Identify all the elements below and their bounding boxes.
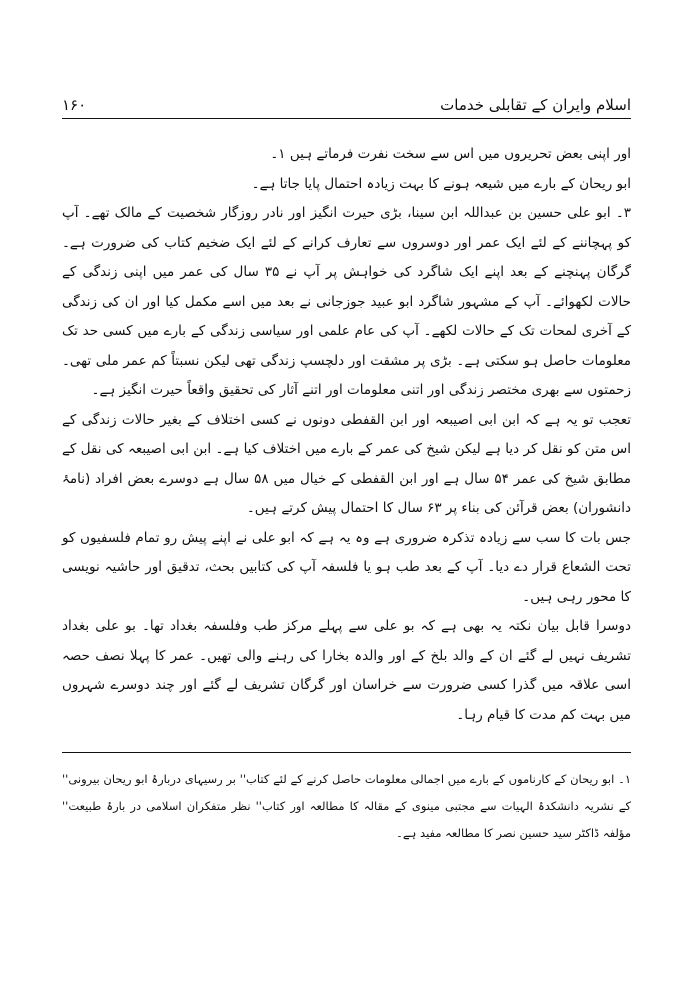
- paragraph: جس بات کا سب سے زیادہ تذکرہ ضروری ہے وہ یہ ہے کہ ابو علی نے اپنے پیش رو تمام فلسفیوں کو تحت الشعاع قرار دے دیا۔ آپ کے بعد طب ہو یا فلسفہ آپ کی کتابیں بحث، تدقیق اور حاشیہ نویسی کا محور رہی ہیں۔: [62, 529, 631, 605]
- paragraph: دوسرا قابل بیان نکتہ یہ بھی ہے کہ بو علی سے پہلے مرکز طب وفلسفہ بغداد تھا۔ بو علی بغداد تشریف نہیں لے گئے ان کے والد بلخ کے اور والدہ بخارا کی رہنے والی تھیں۔ عمر کا پہلا نصف حصہ اسی علاقہ میں گذرا کسی ضرورت سے خراسان اور گرگان تشریف لے گئے اور چند دوسرے شہروں میں بہت کم مدت کا قیام رہا۔: [62, 618, 631, 723]
- paragraph: ۳۔ ابو علی حسین بن عبداللہ ابن سینا، بڑی حیرت انگیز اور نادر روزگار شخصیت کے مالک تھے۔ آپ کو پہچاننے کے لئے ایک عمر اور دوسروں سے تعارف کرانے کے لئے ایک ضخیم کتاب کی ضرورت ہے۔ گرگان پہنچنے کے بعد اپنے ایک شاگرد کی خواہش پر آپ نے ۳۵ سال کی عمر میں اپنی زندگی کے حالات لکھوائے۔ آپ کے مشہور شاگرد ابو عبید جوزجانی نے بعد میں اسے مکمل کیا اور ان کی زندگی کے آخری لمحات تک کے حالات لکھے۔ آپ کی عام علمی اور سیاسی زندگی کے بارے میں کسی حد تک معلومات حاصل ہو سکتی ہے۔ بڑی پر مشقت اور دلچسپ زندگی تھی لیکن نسبتاً کم عمر ملی تھی۔ زحمتوں سے بھری مختصر زندگی اور اتنی معلومات اور اتنے آثار کی تحقیق واقعاً حیرت انگیز ہے۔: [62, 205, 631, 398]
- running-title: اسلام وایران کے تقابلی خدمات: [440, 96, 631, 114]
- page-number: ۱۶۰: [62, 96, 87, 114]
- paragraph: ابو ریحان کے بارے میں شیعہ ہونے کا بہت زیادہ احتمال پایا جاتا ہے۔: [251, 175, 631, 192]
- footnote: [62, 766, 631, 847]
- page-header: [62, 94, 631, 116]
- paragraph: اور اپنی بعض تحریروں میں اس سے سخت نفرت فرماتے ہیں ۱۔: [270, 146, 631, 162]
- footnote-rule: [62, 752, 631, 753]
- header-rule: [62, 118, 631, 119]
- footnote-text: ۱۔ ابو ریحان کے کارناموں کے بارے میں اجمالی معلومات حاصل کرنے کے لئے کتاب'' بر رسیہای دربارۂ ابو ریحان بیرونی'' کے نشریہ دانشکدۂ الہیات سے مجتبی مینوی کے مقالہ کا مطالعہ اور کتاب'' نظر متفکران اسلامی در بارۂ طبیعت'' مؤلفہ ڈاکٹر سید حسین نصر کا مطالعہ مفید ہے۔: [62, 772, 631, 840]
- body-text: [62, 140, 631, 730]
- paragraph: تعجب تو یہ ہے کہ ابن ابی اصیبعہ اور ابن القفطی دونوں نے کسی اختلاف کے بغیر حالات زندگی کے اس متن کو نقل کر دیا ہے لیکن شیخ کی عمر کے بارے میں اختلاف کیا ہے۔ ابن ابی اصیبعہ کی نقل کے مطابق شیخ کی عمر ۵۴ سال ہے اور ابن القفطی کے خیال میں ۵۸ سال ہے دوسرے بعض افراد (نامۂ دانشوران) بعض قرآئن کی بناء پر ۶۳ سال کا احتمال پیش کرتے ہیں۔: [62, 411, 631, 516]
